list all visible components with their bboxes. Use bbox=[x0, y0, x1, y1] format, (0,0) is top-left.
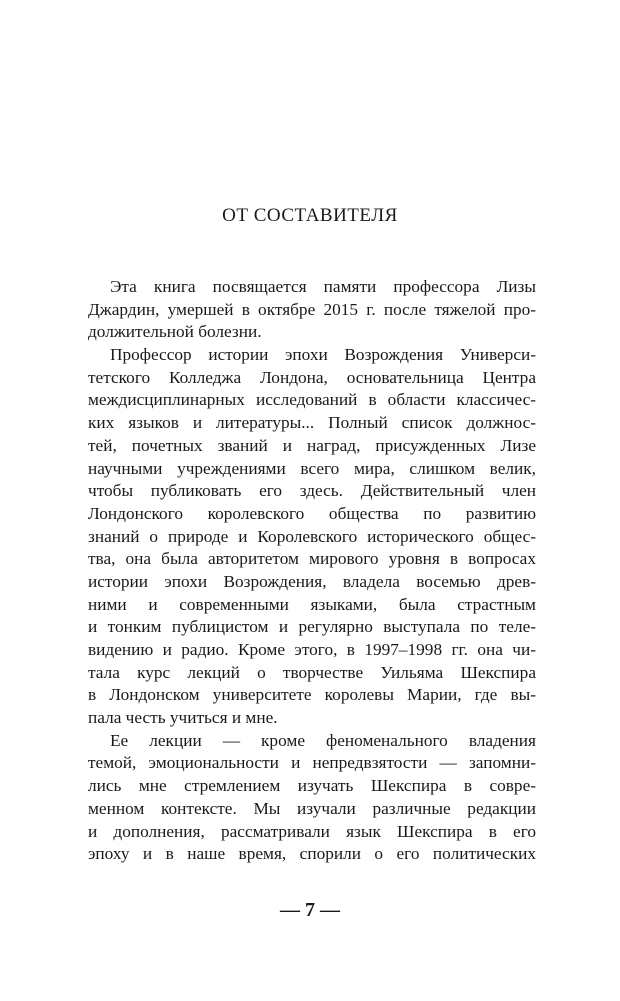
text-line: ких языков и литературы... Полный список должнос- bbox=[88, 413, 536, 433]
text-line: менном контексте. Мы изучали различные редакции bbox=[88, 798, 536, 818]
text-line: Эта книга посвящается памяти профессора Лизы bbox=[110, 277, 536, 296]
text-line: тва, она была авторитетом мирового уровня в вопросах bbox=[88, 549, 536, 569]
text-line: Лондонского королевского общества по развитию bbox=[88, 503, 536, 523]
text-line: темой, эмоциональности и непредвзятости — запомни- bbox=[88, 753, 536, 773]
text-line: междисциплинарных исследований в области классичес- bbox=[88, 390, 536, 410]
text-line: Джардин, умершей в октябре 2015 г. после тяжелой про- bbox=[88, 299, 536, 319]
text-line: лись мне стремлением изучать Шекспира в совре- bbox=[88, 776, 536, 796]
text-line: и тонким публицистом и регулярно выступала по теле- bbox=[88, 617, 536, 637]
text-line: тетского Колледжа Лондона, основательница Центра bbox=[88, 367, 536, 387]
page-number: — 7 — bbox=[280, 899, 340, 921]
text-line: и дополнения, рассматривали язык Шекспира в его bbox=[88, 821, 536, 841]
text-line: тей, почетных званий и наград, присужденных Лизе bbox=[88, 435, 536, 455]
text-line: пала честь учиться и мне. bbox=[88, 708, 278, 728]
text-line: знаний о природе и Королевского исторического общес- bbox=[88, 526, 536, 546]
text-line: эпоху и в наше время, спорили о его политических bbox=[88, 844, 536, 864]
body-text bbox=[88, 276, 536, 866]
text-line: ними и современными языками, была страстным bbox=[88, 594, 536, 614]
text-line: в Лондонском университете королевы Марии, где вы- bbox=[88, 685, 536, 705]
chapter-heading: ОТ СОСТАВИТЕЛЯ bbox=[222, 205, 398, 226]
text-line: истории эпохи Возрождения, владела восемью древ- bbox=[88, 571, 536, 591]
text-line: тала курс лекций о творчестве Уильяма Шекспира bbox=[88, 662, 536, 682]
text-line: видению и радио. Кроме этого, в 1997–1998 гг. она чи- bbox=[88, 640, 536, 659]
text-line: должительной болезни. bbox=[88, 322, 262, 342]
text-line: Профессор истории эпохи Возрождения Универси- bbox=[110, 345, 536, 365]
text-line: научными учреждениями всего мира, слишком велик, bbox=[88, 458, 536, 478]
text-line: Ее лекции — кроме феноменального владения bbox=[110, 730, 536, 750]
text-line: чтобы публиковать его здесь. Действительный член bbox=[88, 481, 536, 501]
